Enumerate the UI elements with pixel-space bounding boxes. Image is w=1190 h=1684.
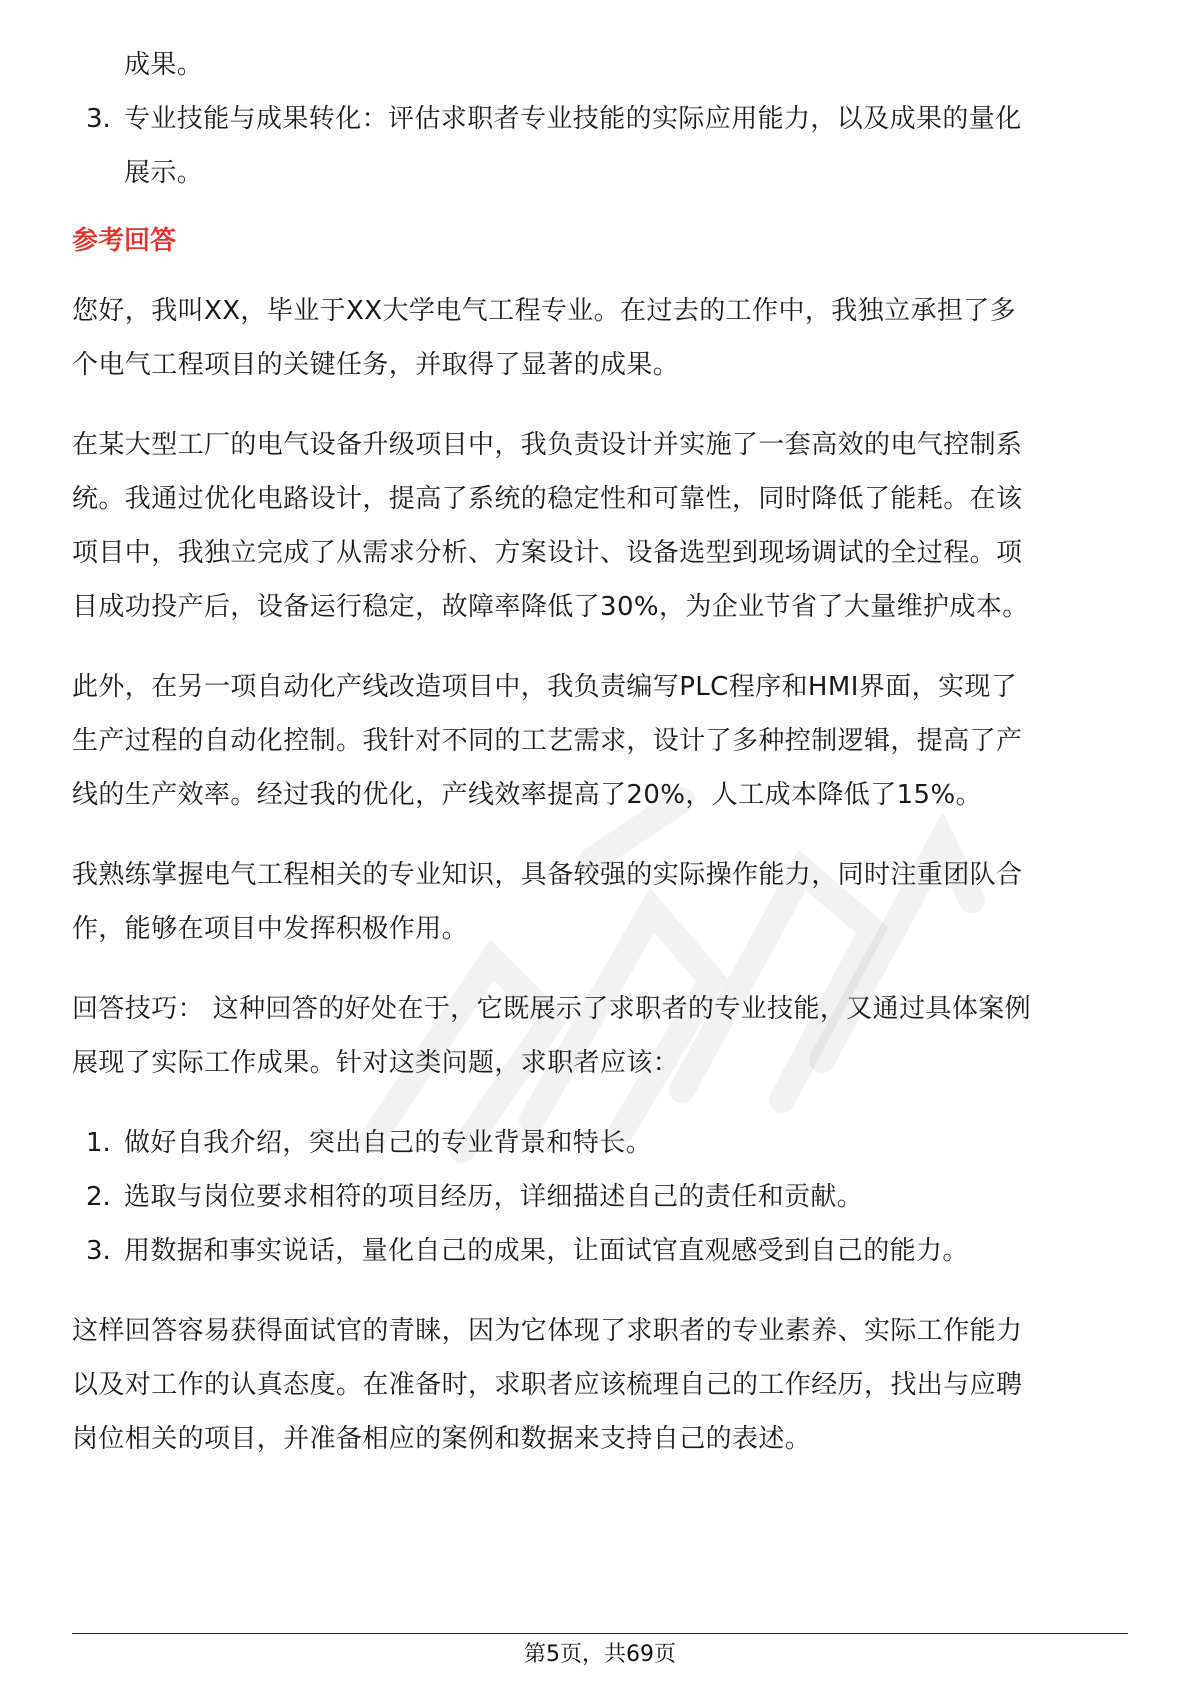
list-number: 3.: [86, 1236, 111, 1266]
footer-divider: [72, 1633, 1128, 1634]
paragraph-line: 以及对工作的认真态度。在准备时，求职者应该梳理自己的工作经历，找出与应聘: [72, 1370, 1023, 1400]
section-heading: 参考回答: [72, 226, 177, 256]
tips-line: 展现了实际工作成果。针对这类问题，求职者应该：: [72, 1048, 680, 1078]
list-item-text: 用数据和事实说话，量化自己的成果，让面试官直观感受到自己的能力。: [124, 1236, 969, 1266]
list-item-text: 做好自我介绍，突出自己的专业背景和特长。: [124, 1128, 653, 1158]
tips-line: 回答技巧： 这种回答的好处在于，它既展示了求职者的专业技能，又通过具体案例: [72, 994, 1032, 1024]
paragraph-line: 目成功投产后，设备运行稳定，故障率降低了30%，为企业节省了大量维护成本。: [72, 592, 1029, 622]
list-item-text: 专业技能与成果转化：评估求职者专业技能的实际应用能力，以及成果的量化: [124, 104, 1022, 134]
paragraph-line: 线的生产效率。经过我的优化，产线效率提高了20%，人工成本降低了15%。: [72, 780, 982, 810]
list-item-text: 展示。: [124, 158, 204, 188]
watermark-logo: [352, 760, 992, 1180]
page-number: 第5页，共69页: [524, 1642, 676, 1667]
paragraph-line: 我熟练掌握电气工程相关的专业知识，具备较强的实际操作能力，同时注重团队合: [72, 860, 1023, 890]
list-continuation: 成果。: [124, 50, 204, 80]
paragraph-line: 统。我通过优化电路设计，提高了系统的稳定性和可靠性，同时降低了能耗。在该: [72, 484, 1023, 514]
paragraph-line: 您好，我叫XX，毕业于XX大学电气工程专业。在过去的工作中，我独立承担了多: [72, 296, 1017, 326]
paragraph-line: 项目中，我独立完成了从需求分析、方案设计、设备选型到现场调试的全过程。项: [72, 538, 1023, 568]
paragraph-line: 作，能够在项目中发挥积极作用。: [72, 914, 469, 944]
list-number: 2.: [86, 1182, 111, 1212]
list-number: 3.: [86, 104, 111, 134]
document-page: [72, 0, 1128, 1684]
paragraph-line: 生产过程的自动化控制。我针对不同的工艺需求，设计了多种控制逻辑，提高了产: [72, 726, 1023, 756]
paragraph-line: 这样回答容易获得面试官的青睐，因为它体现了求职者的专业素养、实际工作能力: [72, 1316, 1023, 1346]
paragraph-line: 在某大型工厂的电气设备升级项目中，我负责设计并实施了一套高效的电气控制系: [72, 430, 1023, 460]
list-item-text: 选取与岗位要求相符的项目经历，详细描述自己的责任和贡献。: [124, 1182, 864, 1212]
list-number: 1.: [86, 1128, 111, 1158]
paragraph-line: 此外，在另一项自动化产线改造项目中，我负责编写PLC程序和HMI界面，实现了: [72, 672, 1018, 702]
paragraph-line: 个电气工程项目的关键任务，并取得了显著的成果。: [72, 350, 680, 380]
paragraph-line: 岗位相关的项目，并准备相应的案例和数据来支持自己的表述。: [72, 1424, 812, 1454]
